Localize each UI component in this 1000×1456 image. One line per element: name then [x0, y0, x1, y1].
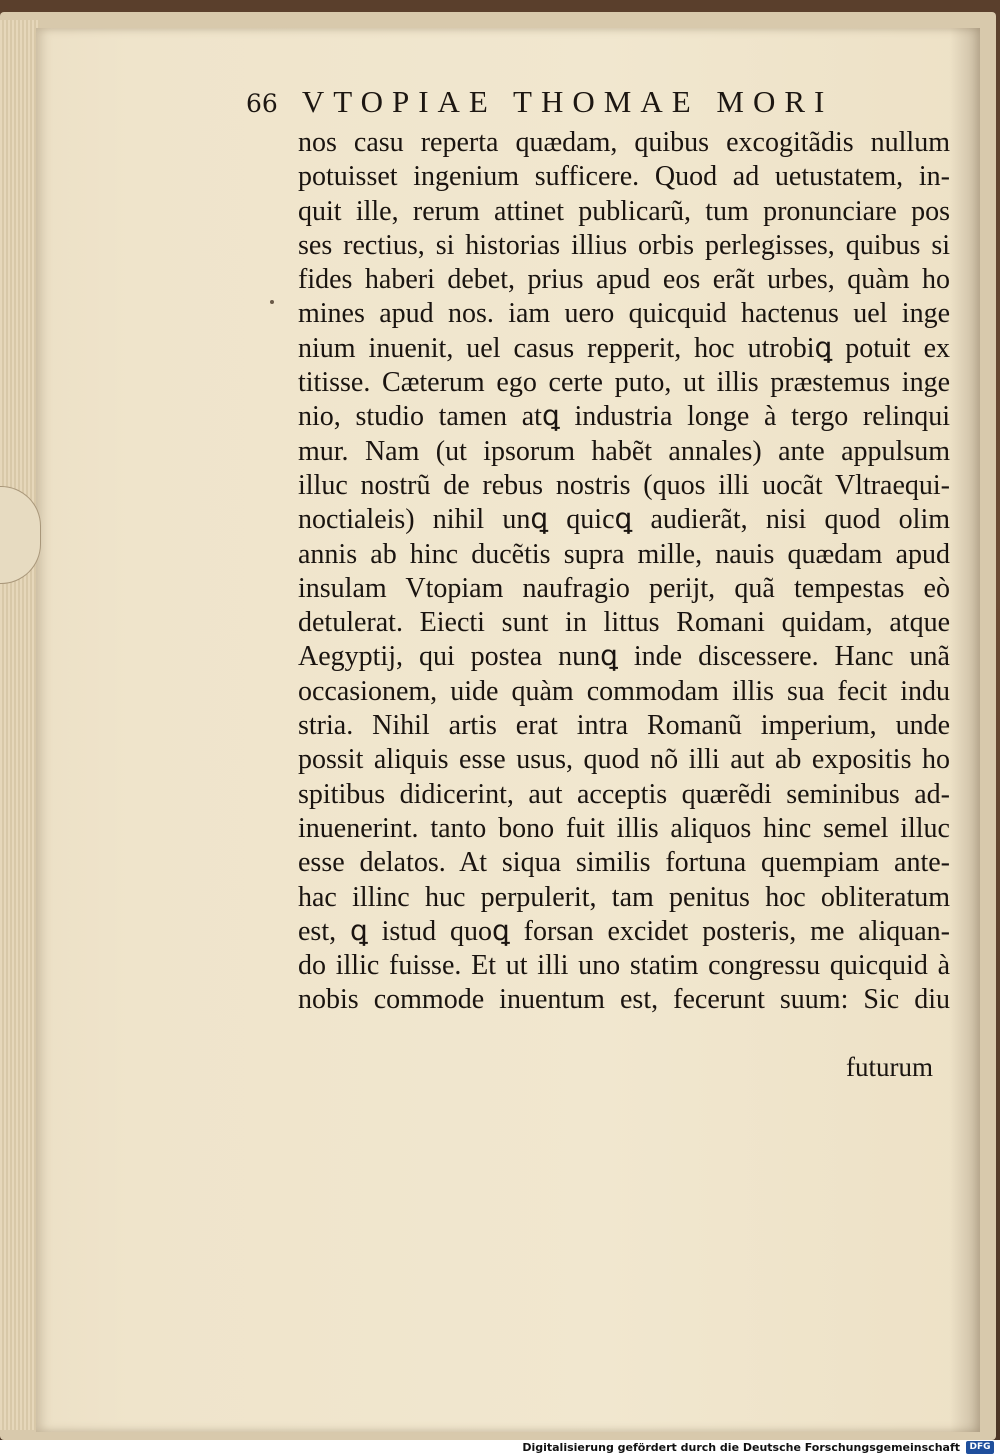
text-line: stria. Nihil artis erat intra Romanũ imperium, unde	[298, 710, 950, 742]
text-line: Aegyptij, qui postea nunꝗ inde discessere. Hanc unã	[298, 641, 950, 673]
text-line: occasionem, uide quàm commodam illis sua fecit indu	[298, 675, 950, 707]
text-line: potuisset ingenium sufficere. Quod ad uetustatem, in-	[298, 161, 950, 193]
text-line: insulam Vtopiam naufragio perijt, quã tempestas eò	[298, 572, 950, 604]
text-line: spitibus didicerint, aut acceptis quærẽdi seminibus ad-	[298, 778, 950, 810]
text-line: nobis commode inuentum est, fecerunt suum: Sic diu	[298, 984, 950, 1016]
text-line: detulerat. Eiecti sunt in littus Romani quidam, atque	[298, 607, 950, 639]
text-line: quit ille, rerum attinet publicarũ, tum pronunciare pos	[298, 195, 950, 227]
text-line: inuenerint. tanto bono fuit illis aliquos hinc semel illuc	[298, 812, 950, 844]
paper-speck	[270, 300, 274, 304]
gutter-shadow	[950, 28, 980, 1432]
text-line: illuc nostrũ de rebus nostris (quos illi uocãt Vltraequi-	[298, 469, 950, 501]
text-line: titisse. Cæterum ego certe puto, ut illis præstemus inge	[298, 367, 950, 399]
catchword: futurum	[846, 1052, 933, 1082]
text-line: est, ꝗ istud quoꝗ forsan excidet posteris, me aliquan-	[298, 915, 950, 947]
dfg-logo: DFG	[966, 1441, 994, 1454]
text-line: mur. Nam (ut ipsorum habẽt annales) ante appulsum	[298, 435, 950, 467]
text-line: ses rectius, si historias illius orbis perlegisses, quibus si	[298, 229, 950, 261]
page-number: 66	[246, 89, 278, 118]
text-line: hac illinc huc perpulerit, tam penitus hoc obliteratum	[298, 881, 950, 913]
text-line: esse delatos. At siqua similis fortuna quempiam ante-	[298, 847, 950, 879]
text-line: fides haberi debet, prius apud eos erãt urbes, quàm ho	[298, 264, 950, 296]
running-head	[246, 84, 956, 124]
running-title: VTOPIAE THOMAE MORI	[301, 84, 834, 119]
text-line: nium inuenit, uel casus repperit, hoc utrobiꝗ potuit ex	[298, 332, 950, 364]
text-line: nos casu reperta quædam, quibus excogitãdis nullum	[298, 127, 950, 158]
text-line: annis ab hinc ducẽtis supra mille, nauis quædam apud	[298, 538, 950, 570]
text-line: mines apud nos. iam uero quicquid hactenus uel inge	[298, 298, 950, 330]
text-line: do illic fuisse. Et ut illi uno statim congressu quicquid à	[298, 950, 950, 982]
text-line: noctialeis) nihil unꝗ quicꝗ audierãt, nisi quod olim	[298, 504, 950, 536]
text-line: nio, studio tamen atꝗ industria longe à tergo relinqui	[298, 401, 950, 433]
footer-credit: Digitalisierung gefördert durch die Deutsche Forschungsgemeinschaft	[522, 1441, 960, 1454]
page-edges	[0, 20, 40, 1430]
text-line: possit aliquis esse usus, quod nõ illi aut ab expositis ho	[298, 744, 950, 776]
body-text	[298, 126, 950, 1018]
